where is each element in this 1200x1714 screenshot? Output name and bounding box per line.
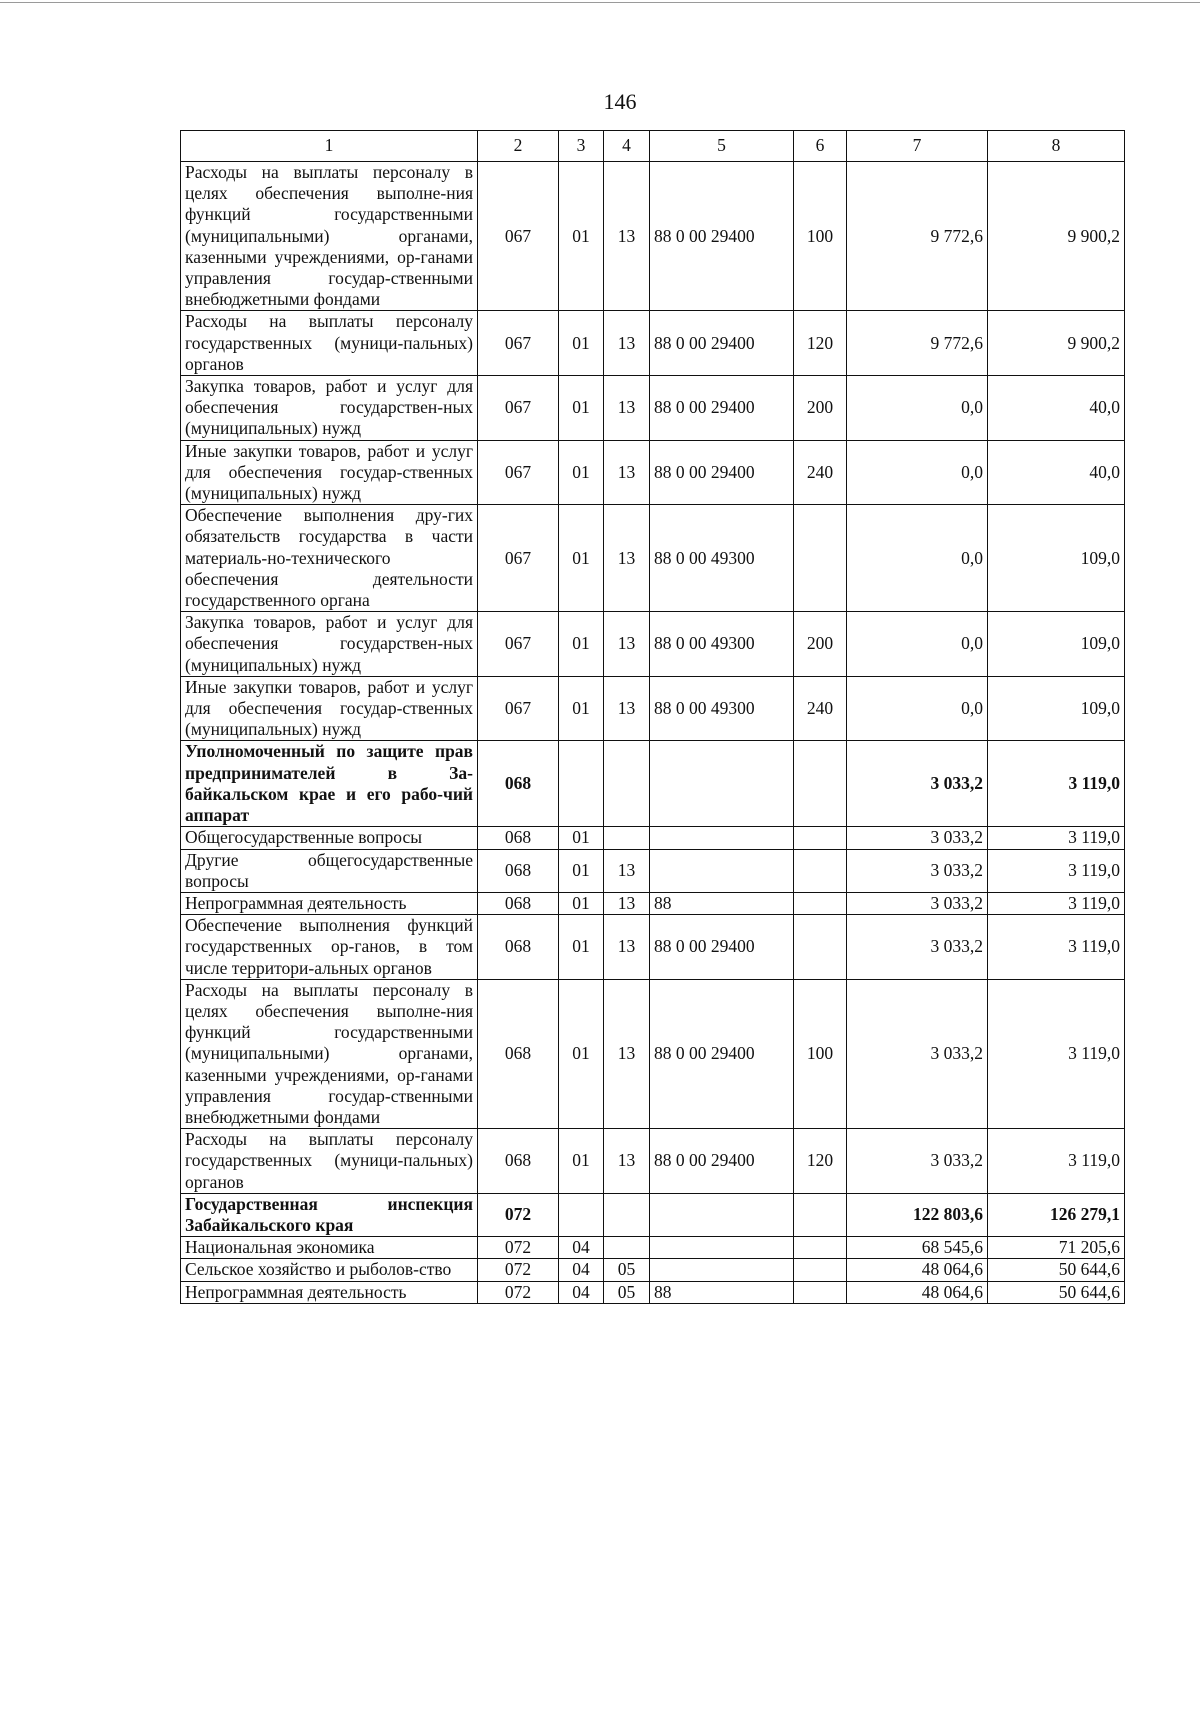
row-code-cell: 068 (478, 892, 559, 914)
table-row (181, 311, 1125, 376)
row-target-cell: 88 0 00 29400 (650, 162, 794, 311)
row-target-cell: 88 0 00 29400 (650, 311, 794, 376)
row-subsection-cell: 13 (604, 849, 650, 892)
row-name-cell: Сельское хозяйство и рыболов-ство (181, 1259, 478, 1281)
row-sum-year2-cell: 40,0 (988, 376, 1125, 441)
row-section-cell: 01 (559, 892, 604, 914)
row-sum-year2-cell: 3 119,0 (988, 1129, 1125, 1194)
row-target-cell (650, 827, 794, 849)
row-name-cell: Обеспечение выполнения дру-гих обязательств государства в части материаль-но-технического обеспечения деятельности государственного органа (181, 505, 478, 612)
row-sum-year1-cell: 3 033,2 (847, 827, 988, 849)
row-subsection-cell: 13 (604, 1129, 650, 1194)
row-sum-year2-cell: 9 900,2 (988, 311, 1125, 376)
row-type-cell (794, 1237, 847, 1259)
row-section-cell: 01 (559, 311, 604, 376)
row-sum-year2-cell: 3 119,0 (988, 915, 1125, 980)
row-sum-year2-cell: 40,0 (988, 440, 1125, 505)
row-name-cell: Расходы на выплаты персоналу в целях обеспечения выполне-ния функций государственными (муниципальными) органами, казенными учреждениями, ор-ганами управления государ-ственными внебюджетными фондами (181, 162, 478, 311)
table-body (181, 162, 1125, 1304)
row-sum-year1-cell: 3 033,2 (847, 1129, 988, 1194)
row-name-cell: Закупка товаров, работ и услуг для обеспечения государствен-ных (муниципальных) нужд (181, 376, 478, 441)
row-type-cell: 200 (794, 376, 847, 441)
row-type-cell: 120 (794, 311, 847, 376)
row-section-cell (559, 741, 604, 827)
row-type-cell: 100 (794, 979, 847, 1128)
row-sum-year2-cell: 109,0 (988, 505, 1125, 612)
row-subsection-cell: 05 (604, 1259, 650, 1281)
scan-edge-line (0, 2, 1200, 3)
table-row (181, 376, 1125, 441)
row-name-cell: Обеспечение выполнения функций государственных ор-ганов, в том числе территори-альных органов (181, 915, 478, 980)
row-sum-year2-cell: 71 205,6 (988, 1237, 1125, 1259)
budget-table (180, 130, 1125, 1304)
row-sum-year2-cell: 126 279,1 (988, 1193, 1125, 1236)
row-section-cell: 01 (559, 979, 604, 1128)
row-sum-year2-cell: 3 119,0 (988, 827, 1125, 849)
row-name-cell: Расходы на выплаты персоналу в целях обеспечения выполне-ния функций государственными (муниципальными) органами, казенными учреждениями, ор-ганами управления государ-ственными внебюджетными фондами (181, 979, 478, 1128)
row-sum-year2-cell: 3 119,0 (988, 892, 1125, 914)
row-section-cell: 01 (559, 849, 604, 892)
row-type-cell: 240 (794, 676, 847, 741)
column-header: 4 (604, 131, 650, 162)
row-code-cell: 068 (478, 849, 559, 892)
row-sum-year1-cell: 0,0 (847, 376, 988, 441)
row-code-cell: 067 (478, 376, 559, 441)
row-sum-year2-cell: 50 644,6 (988, 1281, 1125, 1303)
row-code-cell: 067 (478, 505, 559, 612)
row-sum-year1-cell: 0,0 (847, 612, 988, 677)
row-name-cell: Расходы на выплаты персоналу государственных (муници-пальных) органов (181, 311, 478, 376)
table-row (181, 892, 1125, 914)
row-target-cell: 88 0 00 29400 (650, 440, 794, 505)
row-subsection-cell: 13 (604, 311, 650, 376)
row-subsection-cell: 13 (604, 676, 650, 741)
row-code-cell: 067 (478, 612, 559, 677)
row-subsection-cell: 05 (604, 1281, 650, 1303)
row-target-cell (650, 849, 794, 892)
row-name-cell: Государственная инспекция Забайкальского края (181, 1193, 478, 1236)
row-name-cell: Общегосударственные вопросы (181, 827, 478, 849)
row-target-cell (650, 1237, 794, 1259)
row-sum-year1-cell: 3 033,2 (847, 979, 988, 1128)
row-code-cell: 072 (478, 1237, 559, 1259)
row-name-cell: Иные закупки товаров, работ и услуг для обеспечения государ-ственных (муниципальных) нужд (181, 440, 478, 505)
row-type-cell (794, 505, 847, 612)
column-header: 2 (478, 131, 559, 162)
row-type-cell (794, 849, 847, 892)
row-section-cell: 04 (559, 1259, 604, 1281)
row-type-cell: 240 (794, 440, 847, 505)
table-row (181, 162, 1125, 311)
column-header: 7 (847, 131, 988, 162)
table-row (181, 676, 1125, 741)
row-name-cell: Непрограммная деятельность (181, 1281, 478, 1303)
row-sum-year1-cell: 48 064,6 (847, 1281, 988, 1303)
column-header: 6 (794, 131, 847, 162)
row-subsection-cell (604, 1193, 650, 1236)
row-code-cell: 068 (478, 915, 559, 980)
row-sum-year1-cell: 3 033,2 (847, 849, 988, 892)
row-sum-year2-cell: 9 900,2 (988, 162, 1125, 311)
row-code-cell: 068 (478, 1129, 559, 1194)
table-row (181, 741, 1125, 827)
row-target-cell: 88 0 00 49300 (650, 612, 794, 677)
table-row (181, 1129, 1125, 1194)
row-type-cell (794, 1259, 847, 1281)
row-subsection-cell: 13 (604, 892, 650, 914)
row-sum-year1-cell: 48 064,6 (847, 1259, 988, 1281)
row-sum-year1-cell: 9 772,6 (847, 311, 988, 376)
row-target-cell: 88 0 00 49300 (650, 676, 794, 741)
row-name-cell: Другие общегосударственные вопросы (181, 849, 478, 892)
row-target-cell (650, 1259, 794, 1281)
row-target-cell: 88 0 00 29400 (650, 376, 794, 441)
row-target-cell: 88 0 00 49300 (650, 505, 794, 612)
column-header: 8 (988, 131, 1125, 162)
row-name-cell: Иные закупки товаров, работ и услуг для обеспечения государ-ственных (муниципальных) нужд (181, 676, 478, 741)
table-row (181, 1237, 1125, 1259)
column-header: 3 (559, 131, 604, 162)
row-type-cell (794, 915, 847, 980)
row-type-cell (794, 1193, 847, 1236)
row-sum-year1-cell: 0,0 (847, 676, 988, 741)
row-sum-year1-cell: 9 772,6 (847, 162, 988, 311)
row-type-cell: 120 (794, 1129, 847, 1194)
column-header: 1 (181, 131, 478, 162)
row-sum-year1-cell: 0,0 (847, 440, 988, 505)
row-target-cell: 88 0 00 29400 (650, 979, 794, 1128)
row-name-cell: Расходы на выплаты персоналу государственных (муници-пальных) органов (181, 1129, 478, 1194)
row-section-cell: 01 (559, 376, 604, 441)
table-row (181, 505, 1125, 612)
row-target-cell (650, 1193, 794, 1236)
row-section-cell: 01 (559, 1129, 604, 1194)
row-type-cell (794, 741, 847, 827)
table-row (181, 1281, 1125, 1303)
row-section-cell: 01 (559, 162, 604, 311)
row-sum-year1-cell: 3 033,2 (847, 915, 988, 980)
row-target-cell: 88 0 00 29400 (650, 915, 794, 980)
row-section-cell: 01 (559, 612, 604, 677)
row-type-cell (794, 1281, 847, 1303)
row-code-cell: 068 (478, 741, 559, 827)
table-row (181, 440, 1125, 505)
table-row (181, 827, 1125, 849)
row-section-cell: 01 (559, 676, 604, 741)
row-section-cell: 01 (559, 505, 604, 612)
row-code-cell: 067 (478, 676, 559, 741)
row-sum-year1-cell: 3 033,2 (847, 741, 988, 827)
row-code-cell: 072 (478, 1193, 559, 1236)
row-target-cell: 88 0 00 29400 (650, 1129, 794, 1194)
row-code-cell: 067 (478, 311, 559, 376)
row-name-cell: Закупка товаров, работ и услуг для обеспечения государствен-ных (муниципальных) нужд (181, 612, 478, 677)
row-subsection-cell: 13 (604, 505, 650, 612)
row-subsection-cell: 13 (604, 376, 650, 441)
row-type-cell (794, 892, 847, 914)
table-row (181, 915, 1125, 980)
row-name-cell: Непрограммная деятельность (181, 892, 478, 914)
row-sum-year1-cell: 122 803,6 (847, 1193, 988, 1236)
row-sum-year1-cell: 68 545,6 (847, 1237, 988, 1259)
row-subsection-cell: 13 (604, 440, 650, 505)
row-sum-year2-cell: 3 119,0 (988, 849, 1125, 892)
row-section-cell: 04 (559, 1281, 604, 1303)
row-type-cell: 100 (794, 162, 847, 311)
column-header: 5 (650, 131, 794, 162)
row-sum-year2-cell: 50 644,6 (988, 1259, 1125, 1281)
row-section-cell: 01 (559, 915, 604, 980)
row-target-cell: 88 (650, 892, 794, 914)
row-name-cell: Уполномоченный по защите прав предпринимателей в За-байкальском крае и его рабо-чий аппарат (181, 741, 478, 827)
page-number: 146 (603, 89, 637, 114)
row-code-cell: 072 (478, 1259, 559, 1281)
row-target-cell: 88 (650, 1281, 794, 1303)
row-section-cell (559, 1193, 604, 1236)
table-row (181, 849, 1125, 892)
table-row (181, 1259, 1125, 1281)
row-code-cell: 068 (478, 979, 559, 1128)
row-subsection-cell: 13 (604, 162, 650, 311)
row-subsection-cell (604, 741, 650, 827)
row-section-cell: 04 (559, 1237, 604, 1259)
row-section-cell: 01 (559, 440, 604, 505)
row-code-cell: 067 (478, 162, 559, 311)
table-row (181, 1193, 1125, 1236)
row-subsection-cell: 13 (604, 612, 650, 677)
row-code-cell: 067 (478, 440, 559, 505)
header-row (181, 131, 1125, 162)
row-sum-year2-cell: 109,0 (988, 676, 1125, 741)
table-row (181, 612, 1125, 677)
table-row (181, 979, 1125, 1128)
row-sum-year1-cell: 3 033,2 (847, 892, 988, 914)
row-target-cell (650, 741, 794, 827)
row-code-cell: 072 (478, 1281, 559, 1303)
row-sum-year2-cell: 3 119,0 (988, 741, 1125, 827)
row-subsection-cell (604, 1237, 650, 1259)
row-name-cell: Национальная экономика (181, 1237, 478, 1259)
row-subsection-cell: 13 (604, 979, 650, 1128)
row-code-cell: 068 (478, 827, 559, 849)
row-subsection-cell (604, 827, 650, 849)
row-section-cell: 01 (559, 827, 604, 849)
row-sum-year1-cell: 0,0 (847, 505, 988, 612)
row-type-cell: 200 (794, 612, 847, 677)
row-sum-year2-cell: 3 119,0 (988, 979, 1125, 1128)
row-sum-year2-cell: 109,0 (988, 612, 1125, 677)
row-type-cell (794, 827, 847, 849)
row-subsection-cell: 13 (604, 915, 650, 980)
